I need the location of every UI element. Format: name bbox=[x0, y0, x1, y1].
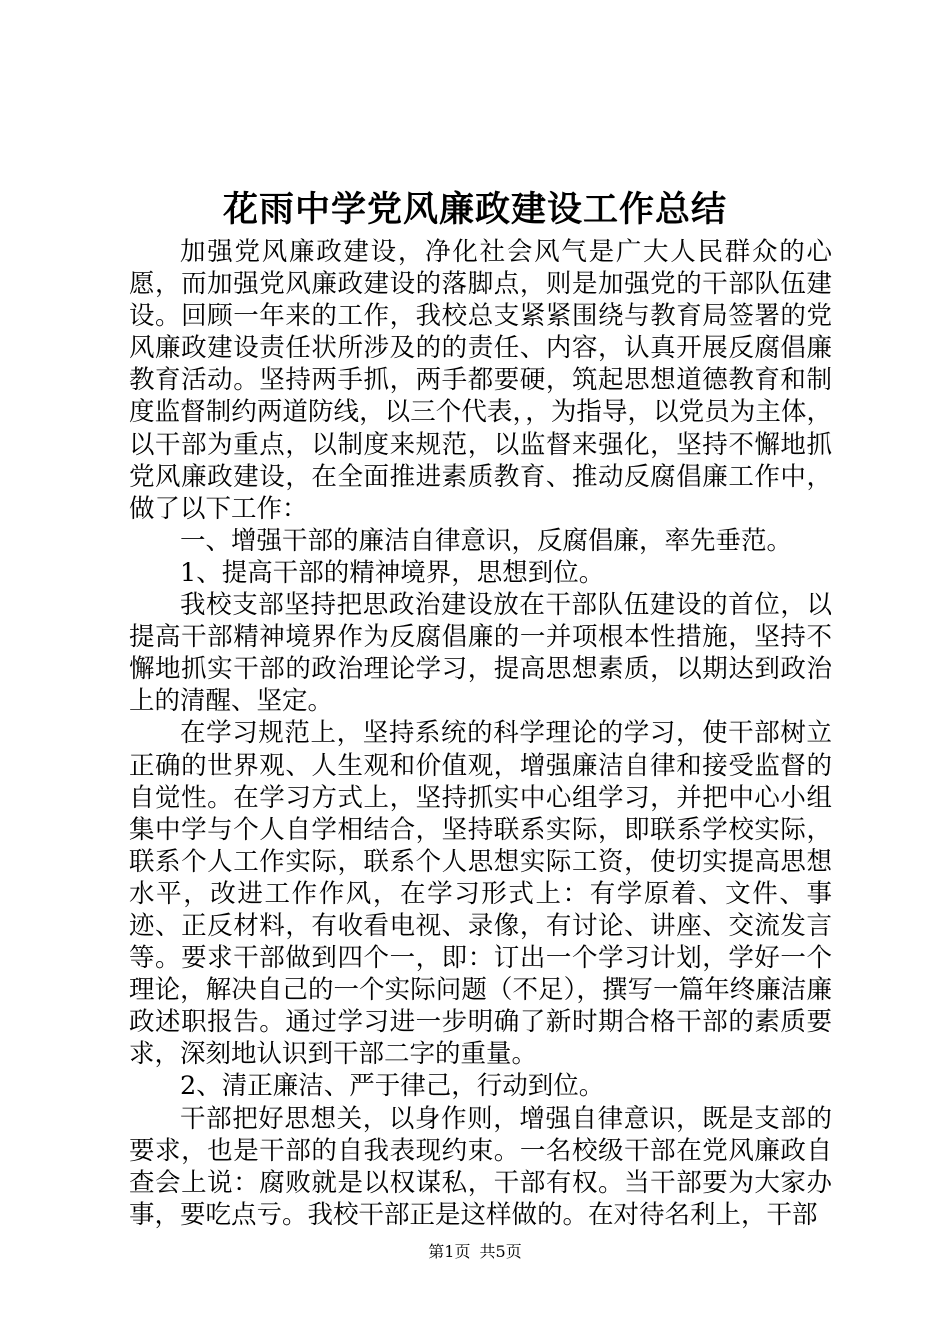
subsection-heading-2: 2、清正廉洁、严于律己，行动到位。 bbox=[180, 1071, 605, 1102]
intro-paragraph: 加强党风廉政建设，净化社会风气是广大人民群众的心愿，而加强党风廉政建设的落脚点，则是加强党的干部队伍建设。回顾一年来的工作，我校总支紧紧围绕与教育局签署的党风廉政建设责任状所涉及的的责任、内容，认真开展反腐倡廉教育活动。坚持两手抓，两手都要硬，筑起思想道德教育和制度监督制约两道防线，以三个代表，，为指导，以党员为主体，以干部为重点，以制度来规范，以监督来强化，坚持不懈地抓党风廉政建设，在全面推进素质教育、推动反腐倡廉工作中，做了以下工作： bbox=[129, 237, 832, 524]
section-heading-1: 一、增强干部的廉洁自律意识，反腐倡廉，率先垂范。 bbox=[180, 525, 793, 556]
body-paragraph: 干部把好思想关，以身作则，增强自律意识，既是支部的要求，也是干部的自我表现约束。一名校级干部在党风廉政自查会上说：腐败就是以权谋私，干部有权。当干部要为大家办事，要吃点亏。我校干部正是这样做的。在对待名利上，干部 bbox=[129, 1103, 832, 1230]
document-title: 花雨中学党风廉政建设工作总结 bbox=[222, 189, 727, 230]
body-paragraph: 我校支部坚持把思政治建设放在干部队伍建设的首位，以提高干部精神境界作为反腐倡廉的一并项根本性措施，坚持不懈地抓实干部的政治理论学习，提高思想素质，以期达到政治上的清醒、坚定。 bbox=[129, 590, 832, 717]
page-number: 第1页 bbox=[428, 1242, 471, 1261]
subsection-heading-1: 1、提高干部的精神境界，思想到位。 bbox=[180, 557, 605, 588]
document-body bbox=[129, 236, 832, 1231]
page-footer bbox=[0, 1240, 950, 1264]
body-paragraph: 在学习规范上，坚持系统的科学理论的学习，使干部树立正确的世界观、人生观和价值观，增强廉洁自律和接受监督的自觉性。在学习方式上，坚持抓实中心组学习，并把中心小组集中学与个人自学相结合，坚持联系实际，即联系学校实际，联系个人工作实际，联系个人思想实际工资，使切实提高思想水平，改进工作作风，在学习形式上：有学原着、文件、事迹、正反材料，有收看电视、录像，有讨论、讲座、交流发言等。要求干部做到四个一，即：订出一个学习计划，学好一个理论，解决自己的一个实际问题（不足），撰写一篇年终廉洁廉政述职报告。通过学习进一步明确了新时期合格干部的素质要求，深刻地认识到干部二字的重量。 bbox=[129, 718, 832, 1070]
page-total: 共5页 bbox=[479, 1242, 522, 1261]
